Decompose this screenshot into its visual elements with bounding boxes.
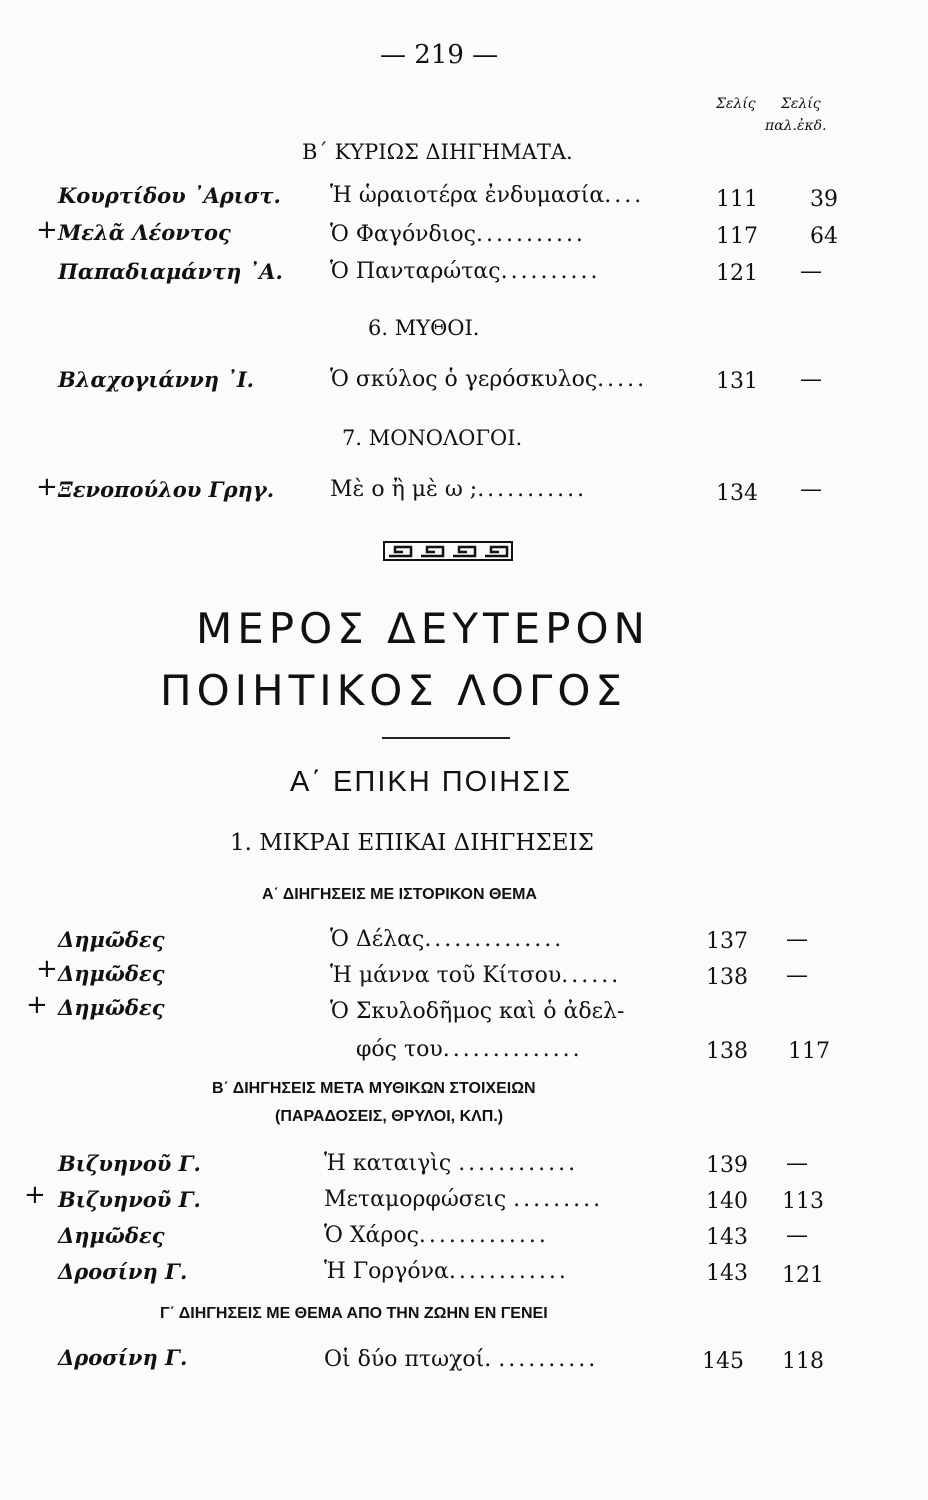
section-heading-monologoi: 7. ΜΟΝΟΛΟΓΟΙ.	[342, 426, 523, 450]
entry-page: 111	[716, 187, 758, 212]
entry-title: Ὁ σκύλος ὁ γερόσκυλος.....	[330, 367, 648, 392]
subheading-b: Β΄ ΔΙΗΓΗΣΕΙΣ ΜΕΤΑ ΜΥΘΙΚΩΝ ΣΤΟΙΧΕΙΩΝ	[212, 1080, 536, 1097]
entry-title: Ὁ Σκυλοδῆμος καὶ ὁ ἀδελ-	[330, 999, 625, 1024]
entry-author: Δημῶδες	[58, 995, 165, 1020]
entry-title: Ἡ ὡραιοτέρα ἐνδυμασία....	[330, 183, 645, 208]
cross-mark: +	[36, 954, 58, 984]
entry-author: Βλαχογιάννη ᾽Ι.	[58, 367, 254, 392]
column-header-old-page: Σελίς	[781, 96, 821, 112]
entry-old-page: 113	[782, 1189, 824, 1214]
section-heading-epiki: Α΄ ΕΠΙΚΗ ΠΟΙΗΣΙΣ	[290, 766, 573, 798]
entry-old-page: —	[800, 259, 822, 284]
column-header-old-edition: παλ.ἐκδ.	[765, 118, 827, 134]
entry-page: 131	[716, 369, 758, 394]
section-heading-mythoi: 6. ΜΥΘΟΙ.	[368, 316, 480, 340]
page-number: — 219 —	[380, 40, 499, 70]
entry-page: 138	[706, 1039, 748, 1064]
entry-author: Δροσίνη Γ.	[58, 1345, 188, 1370]
entry-page: 143	[706, 1261, 748, 1286]
entry-author: Βιζυηνοῦ Γ.	[58, 1187, 201, 1212]
entry-page: 145	[702, 1349, 744, 1374]
subheading-a: Α΄ ΔΙΗΓΗΣΕΙΣ ΜΕ ΙΣΤΟΡΙΚΟΝ ΘΕΜΑ	[262, 886, 537, 903]
entry-author: Ξενοπούλου Γρηγ.	[58, 477, 274, 502]
entry-page: 117	[716, 224, 758, 249]
entry-page: 137	[706, 929, 748, 954]
entry-title: Οἱ δύο πτωχοί. ..........	[324, 1347, 599, 1372]
entry-author: Δροσίνη Γ.	[58, 1259, 188, 1284]
entry-old-page: —	[800, 367, 822, 392]
entry-page: 140	[706, 1189, 748, 1214]
entry-page: 143	[706, 1225, 748, 1250]
entry-title: Ἡ Γοργόνα............	[324, 1259, 569, 1284]
section-heading-mikrai: 1. ΜΙΚΡΑΙ ΕΠΙΚΑΙ ΔΙΗΓΗΣΕΙΣ	[230, 830, 594, 856]
entry-author: Βιζυηνοῦ Γ.	[58, 1151, 201, 1176]
cross-mark: +	[24, 1180, 46, 1210]
cross-mark: +	[36, 215, 58, 245]
entry-author: Μελᾶ Λέοντος	[58, 220, 231, 245]
entry-old-page: —	[786, 963, 808, 988]
entry-old-page: 39	[810, 187, 838, 212]
entry-title: Ἡ μάννα τοῦ Κίτσου......	[330, 963, 622, 988]
section-heading-kyrios: Β΄ ΚΥΡΙΩΣ ΔΙΗΓΗΜΑΤΑ.	[302, 140, 573, 164]
divider-rule	[382, 737, 510, 739]
entry-author: Δημῶδες	[58, 927, 165, 952]
part-title: ΜΕΡΟΣ ΔΕΥΤΕΡΟΝ	[196, 604, 650, 653]
greek-key-ornament	[383, 541, 513, 561]
entry-author: Παπαδιαμάντη ᾽Α.	[58, 259, 283, 284]
part-subtitle: ΠΟΙΗΤΙΚΟΣ ΛΟΓΟΣ	[160, 666, 627, 715]
entry-title: Μὲ ο ἢ μὲ ω ;...........	[330, 477, 588, 502]
entry-page: 134	[716, 481, 758, 506]
cross-mark: +	[26, 990, 48, 1020]
entry-old-page: —	[786, 927, 808, 952]
entry-old-page: 64	[810, 224, 838, 249]
subheading-b-note: (ΠΑΡΑΔΟΣΕΙΣ, ΘΡΥΛΟΙ, ΚΛΠ.)	[275, 1108, 504, 1125]
entry-title: Ἡ καταιγὶς ............	[324, 1151, 579, 1176]
cross-mark: +	[36, 472, 58, 502]
entry-title: Μεταμορφώσεις .........	[324, 1187, 604, 1212]
entry-old-page: 121	[782, 1263, 824, 1288]
entry-old-page: 117	[788, 1039, 830, 1064]
entry-old-page: 118	[782, 1349, 824, 1374]
entry-page: 121	[716, 261, 758, 286]
entry-title: φός του..............	[356, 1037, 583, 1062]
entry-title: Ὁ Χάρος.............	[324, 1223, 549, 1248]
entry-old-page: —	[786, 1151, 808, 1176]
subheading-c: Γ΄ ΔΙΗΓΗΣΕΙΣ ΜΕ ΘΕΜΑ ΑΠΟ ΤΗΝ ΖΩΗΝ ΕΝ ΓΕΝΕΙ	[160, 1305, 548, 1322]
entry-author: Κουρτίδου ᾽Αριστ.	[58, 183, 281, 208]
entry-title: Ὁ Πανταρώτας..........	[330, 259, 601, 284]
entry-old-page: —	[786, 1223, 808, 1248]
column-header-page: Σελίς	[716, 96, 756, 112]
entry-page: 138	[706, 965, 748, 990]
entry-author: Δημῶδες	[58, 1223, 165, 1248]
entry-old-page: —	[800, 477, 822, 502]
entry-page: 139	[706, 1153, 748, 1178]
entry-author: Δημῶδες	[58, 961, 165, 986]
entry-title: Ὁ Δέλας..............	[330, 927, 565, 952]
entry-title: Ὁ Φαγόνδιος...........	[330, 222, 586, 247]
